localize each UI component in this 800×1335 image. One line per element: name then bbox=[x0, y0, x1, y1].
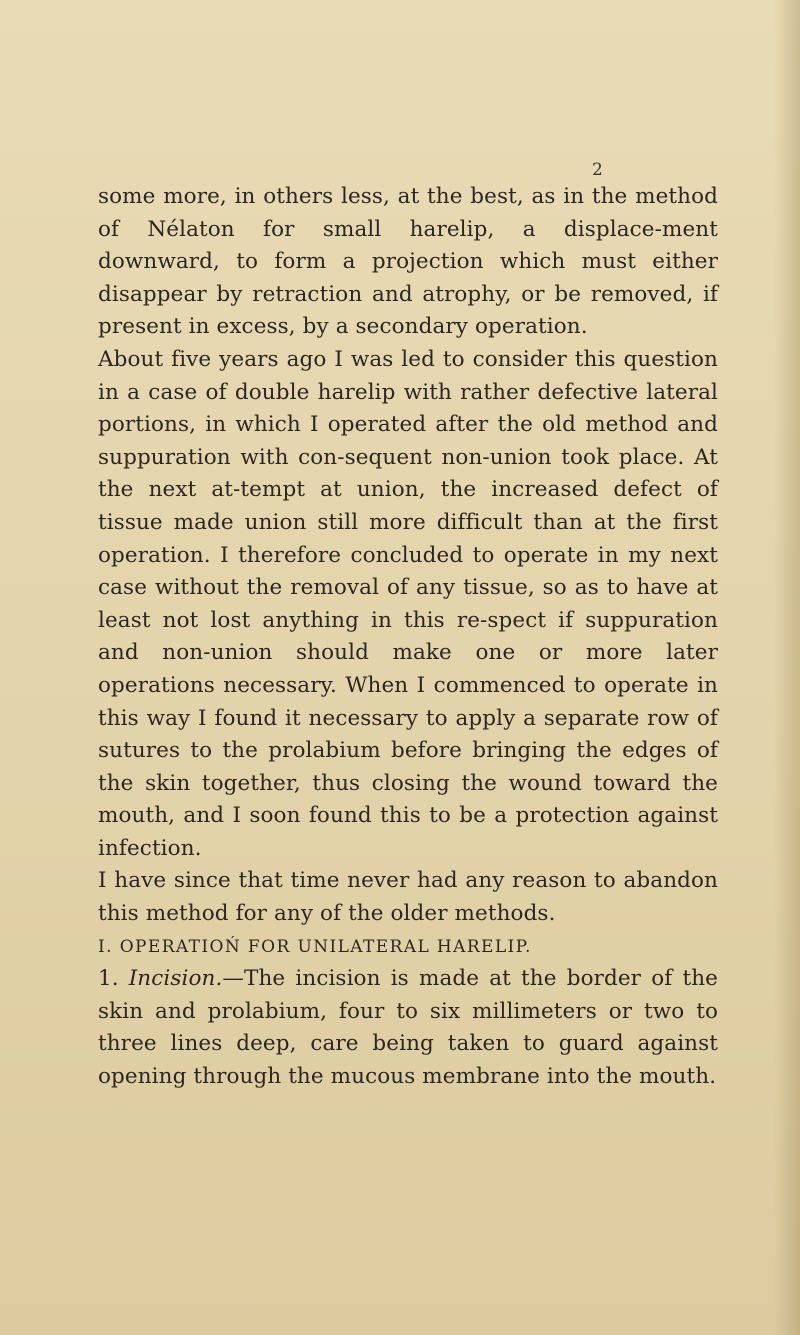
subsection-incision bbox=[98, 963, 718, 1093]
section-heading: I. OPERATIOŃ FOR UNILATERAL HARELIP. bbox=[98, 936, 532, 957]
page-number: 2 bbox=[592, 160, 603, 180]
subsection-number: 1. bbox=[98, 966, 119, 992]
body-text bbox=[98, 181, 718, 1094]
paragraph-1: some more, in others less, at the best, as in the method of Nélaton for small harelip, a displace-ment downward, to form a projection which must either disappear by retraction and atrophy, or be removed, if present in excess, by a secondary operation. bbox=[98, 184, 718, 340]
paragraph-2-text: About five years ago I was led to consider this question in a case of double harelip with rather defective lateral portions, in which I operated after the old method and suppuration with con-sequent non-union took place. At the next at-tempt at union, the increased defect of tissue made union still more difficult than at the first operation. I therefore concluded to operate in my next case without the removal of any tissue, so as to have at least not lost anything in this re-spect if suppuration and non-union should make one or more later operations necessary. When I commenced to operate in this way I found it necessary to apply a separate row of sutures to the prolabium before bringing the edges of the skin together, thus closing the wound toward the mouth, and I soon found this to be a protection against infection. bbox=[98, 346, 718, 861]
subsection-text: —The incision is made at the border of the skin and prolabium, four to six millimeters or two to three lines deep, care being taken to guard against opening through the mucous membrane into the mouth. bbox=[98, 966, 718, 1090]
paragraph-3: I have since that time never had any reason to abandon this method for any of the older methods. bbox=[98, 868, 718, 927]
paragraph-2 bbox=[98, 344, 718, 866]
subsection-title: Incision. bbox=[128, 966, 223, 992]
page-edge-shadow bbox=[774, 0, 800, 1335]
